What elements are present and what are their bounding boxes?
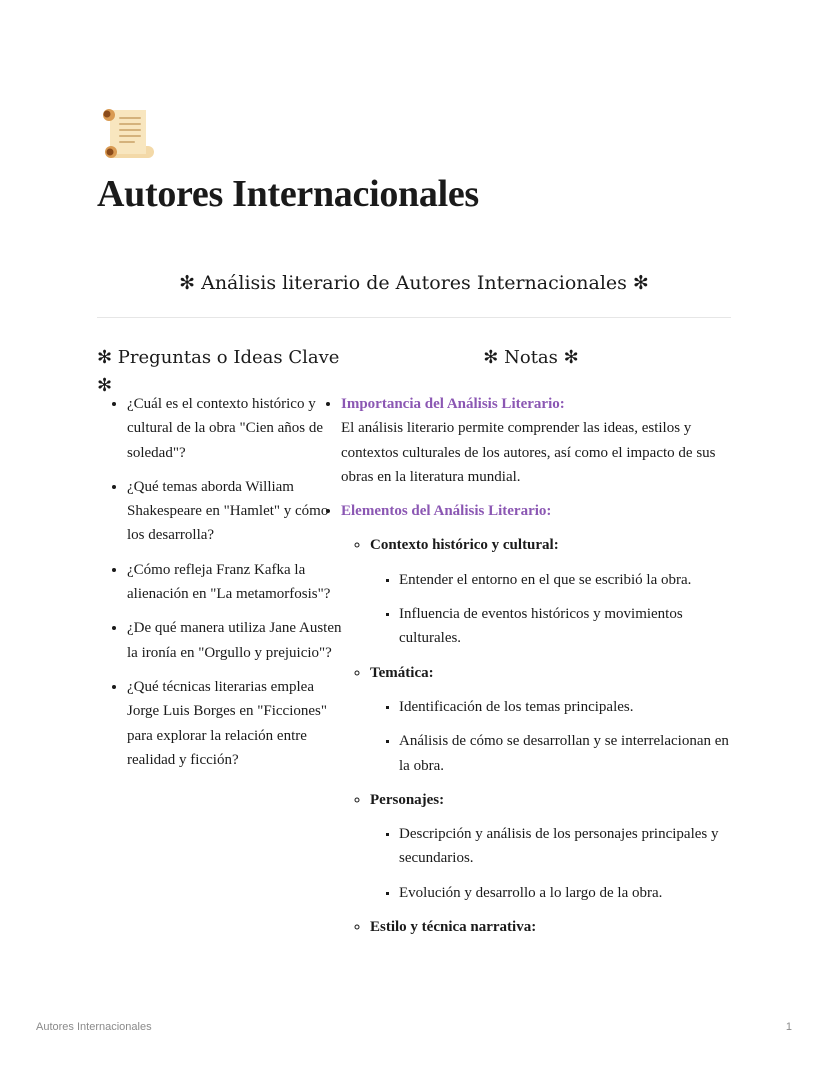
group-items <box>370 695 732 778</box>
notes-heading: ✻ Notas ✻ <box>483 347 579 368</box>
elements-title: • Elementos del Análisis Literario: <box>341 503 552 520</box>
list-item <box>370 533 732 650</box>
group-label: Temática: <box>370 664 434 681</box>
list-item: • ¿Qué técnicas literarias emplea Jorge Luis Borges en "Ficciones" para explorar la relación entre realidad y ficción? <box>127 675 342 772</box>
importance-text: El análisis literario permite comprender las ideas, estilos y contextos culturales de los autores, así como el impacto de sus obras en la literatura mundial. <box>341 420 716 485</box>
page-subtitle: ✻ Análisis literario de Autores Internacionales ✻ <box>179 272 649 294</box>
page-number: 1 <box>785 1021 792 1033</box>
scroll-icon <box>98 104 158 164</box>
list-item <box>370 788 732 905</box>
list-item: ▪ Evolución y desarrollo a lo largo de la obra. <box>399 881 732 905</box>
questions-list <box>97 392 342 772</box>
footer-title: Autores Internacionales <box>36 1021 152 1033</box>
group-items <box>370 822 732 905</box>
list-item: • ¿Cómo refleja Franz Kafka la alienación en "La metamorfosis"? <box>127 558 342 607</box>
elements-list <box>341 533 732 939</box>
group-label: Contexto histórico y cultural: <box>370 537 559 554</box>
list-item: • ¿De qué manera utiliza Jane Austen la ironía en "Orgullo y prejuicio"? <box>127 616 342 665</box>
list-item <box>341 499 732 939</box>
importance-title: • Importancia del Análisis Literario: <box>341 396 565 412</box>
list-item: ▪ Influencia de eventos históricos y movimientos culturales. <box>399 602 732 651</box>
group-label: Personajes: <box>370 791 445 808</box>
list-item: ▪ Descripción y análisis de los personajes principales y secundarios. <box>399 822 732 871</box>
notes-list <box>312 392 732 939</box>
list-item <box>370 661 732 778</box>
questions-column <box>97 344 342 782</box>
list-item: ▪ Identificación de los temas principales. <box>399 695 732 719</box>
group-label: Estilo y técnica narrativa: <box>370 919 537 936</box>
page-title: Autores Internacionales <box>97 173 479 215</box>
list-item: ▪ Entender el entorno en el que se escribió la obra. <box>399 568 732 592</box>
list-item <box>341 392 732 489</box>
list-item: • ¿Qué temas aborda William Shakespeare en "Hamlet" y cómo los desarrolla? <box>127 475 342 548</box>
group-items <box>370 568 732 651</box>
list-item <box>370 915 732 939</box>
questions-heading: ✻ Preguntas o Ideas Clave ✻ <box>97 347 340 396</box>
list-item: • ¿Cuál es el contexto histórico y cultural de la obra "Cien años de soledad"? <box>127 392 342 465</box>
list-item: ▪ Análisis de cómo se desarrollan y se interrelacionan en la obra. <box>399 729 732 778</box>
notes-column <box>312 344 732 949</box>
divider <box>97 317 731 318</box>
